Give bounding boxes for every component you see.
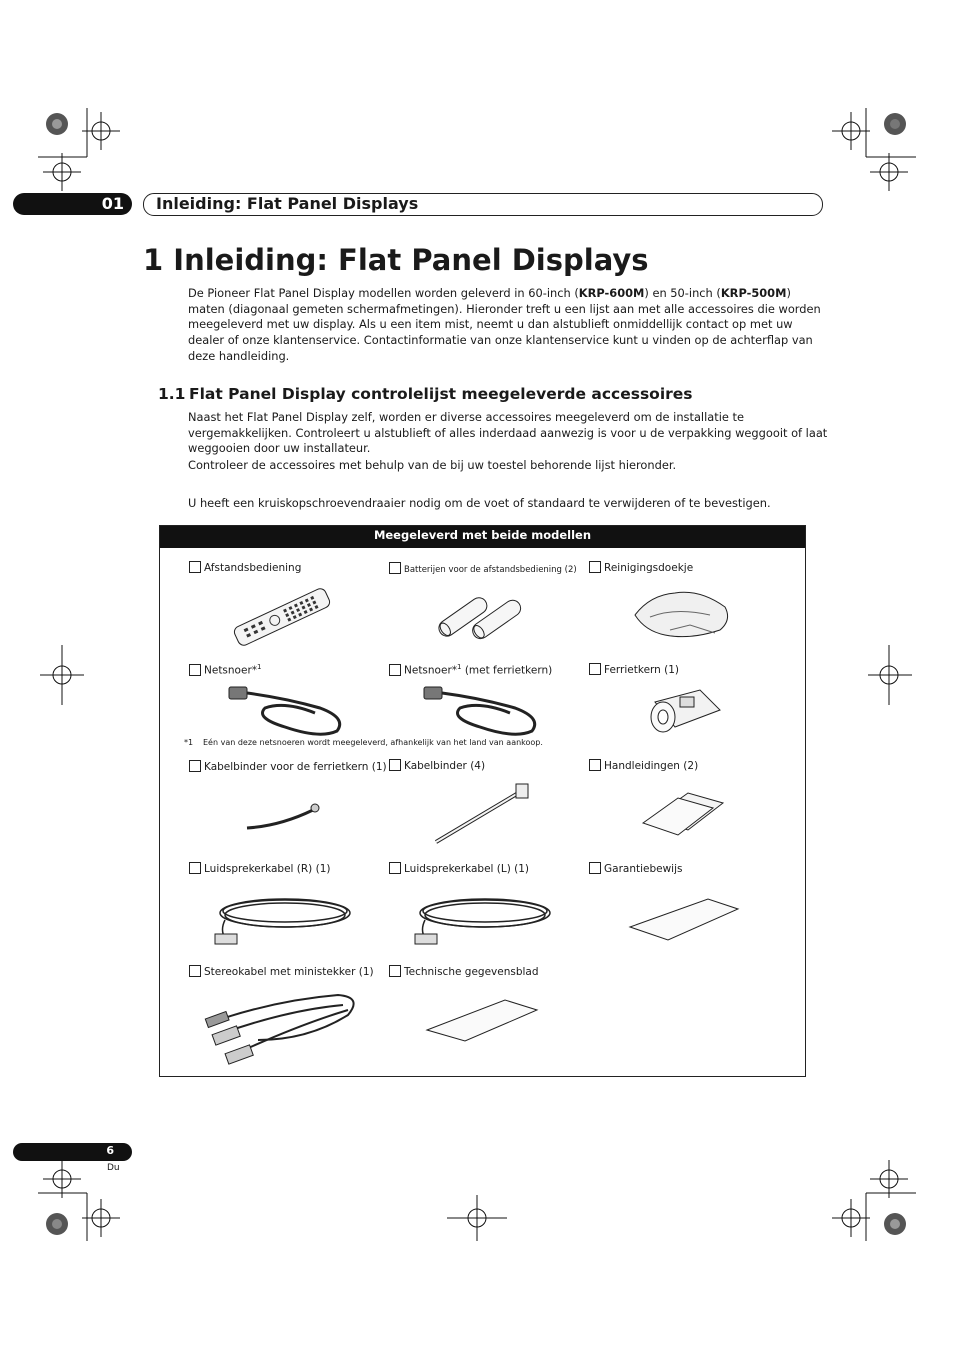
accessory-label: Netsnoer* [204, 664, 258, 677]
model-name: KRP-600M [578, 286, 645, 300]
checkbox[interactable] [389, 862, 401, 874]
checkbox[interactable] [389, 759, 401, 771]
accessory-label: Afstandsbediening [204, 562, 302, 574]
checkbox[interactable] [189, 862, 201, 874]
accessory-item [389, 663, 552, 677]
ferrite-core-icon [645, 682, 725, 740]
footnote-ref: 1 [457, 663, 462, 671]
accessory-item [589, 759, 698, 772]
accessory-label: Reinigingsdoekje [604, 562, 694, 574]
manuals-icon [638, 788, 728, 838]
section-heading [158, 385, 693, 403]
accessory-label: Handleidingen (2) [604, 760, 699, 772]
accessory-item [389, 862, 529, 875]
accessory-item [189, 561, 301, 574]
accessory-item [389, 759, 485, 772]
accessory-item [189, 965, 374, 978]
power-cord-ferrite-icon [420, 683, 545, 741]
page-number: 6 [106, 1144, 114, 1157]
intro-text: De Pioneer Flat Panel Display modellen worden geleverd in 60-inch ( [188, 286, 579, 300]
intro-text: ) en 50-inch ( [644, 286, 721, 300]
batteries-icon [432, 590, 532, 645]
chapter-tab [13, 193, 132, 215]
accessory-label-suffix: (met ferrietkern) [461, 664, 553, 677]
checkbox[interactable] [589, 759, 601, 771]
accessory-label: Garantiebewijs [604, 863, 683, 875]
accessory-item [189, 862, 330, 875]
checkbox[interactable] [389, 664, 401, 676]
stereo-cable-icon [198, 985, 363, 1070]
accessory-label: Technische gegevensblad [404, 966, 539, 978]
intro-paragraph [188, 286, 828, 365]
accessory-label: Kabelbinder (4) [404, 760, 486, 772]
checkbox[interactable] [589, 862, 601, 874]
accessory-label: Batterijen voor de afstandsbediening (2) [404, 565, 577, 575]
section-title: Flat Panel Display controlelijst meegeleverde accessoires [189, 385, 693, 403]
chapter-number: 01 [101, 194, 124, 213]
accessory-label: Luidsprekerkabel (R) (1) [204, 863, 331, 875]
chapter-header [143, 193, 823, 216]
checkbox[interactable] [389, 562, 401, 574]
accessory-item [189, 663, 261, 677]
intro-text: ) maten (diagonaal gemeten schermafmetingen). Hieronder treft u een lijst aan met alle accessoires die worden meegeleverd met uw display. Als u een item mist, neemt u dan alstublieft onmiddellijk contact op met uw dealer of onze klantenservice. Contactinformatie van onze klantenservice kunt u vinden op de achterflap van deze handleiding. [188, 286, 821, 363]
checkbox[interactable] [189, 664, 201, 676]
checkbox[interactable] [589, 561, 601, 573]
section-number: 1.1 [158, 385, 186, 403]
section-paragraph: U heeft een kruiskopschroevendraaier nodig om de voet of standaard te verwijderen of te bevestigen. [188, 496, 771, 510]
checkbox[interactable] [189, 760, 201, 772]
accessory-label: Luidsprekerkabel (L) (1) [404, 863, 530, 875]
accessory-item [589, 663, 679, 676]
section-paragraph: Naast het Flat Panel Display zelf, worden er diverse accessoires meegeleverd om de installatie te vergemakkelijken. Controleert u alstublieft of alles inderdaad aanwezig is voor u de verpakking weggooit of laat weggooien door uw installateur. [188, 410, 828, 456]
footnote-text: Eén van deze netsnoeren wordt meegeleverd, afhankelijk van het land van aankoop. [203, 738, 543, 747]
power-cord-icon [225, 683, 350, 741]
chapter-title: Inleiding: Flat Panel Displays [156, 194, 419, 213]
cleaning-cloth-icon [630, 585, 735, 643]
warranty-card-icon [628, 897, 740, 942]
checkbox[interactable] [189, 965, 201, 977]
page-number-tab [13, 1143, 132, 1161]
accessory-item [589, 862, 683, 875]
page-title: 1 Inleiding: Flat Panel Displays [143, 243, 649, 277]
speaker-cable-r-icon [205, 888, 355, 950]
checkbox[interactable] [189, 561, 201, 573]
checkbox[interactable] [389, 965, 401, 977]
speaker-cable-l-icon [405, 888, 555, 950]
model-name: KRP-500M [720, 286, 787, 300]
accessory-item [389, 562, 577, 575]
accessory-item [589, 561, 693, 574]
accessory-item [189, 760, 387, 773]
accessory-label: Netsnoer* [404, 664, 458, 677]
footnote [184, 738, 543, 747]
cable-tie-small-icon [245, 800, 325, 835]
accessories-heading: Meegeleverd met beide modellen [160, 526, 805, 548]
accessory-label: Stereokabel met ministekker (1) [204, 966, 374, 978]
accessory-label: Ferrietkern (1) [604, 664, 680, 676]
remote-control-icon [230, 585, 335, 650]
footnote-ref: 1 [257, 663, 262, 671]
accessory-item [389, 965, 539, 978]
section-paragraph: Controleer de accessoires met behulp van de bij uw toestel behorende lijst hieronder. [188, 458, 677, 472]
cable-tie-icon [430, 780, 535, 848]
spec-sheet-icon [425, 998, 540, 1043]
accessory-label: Kabelbinder voor de ferrietkern (1) [204, 761, 387, 773]
checkbox[interactable] [589, 663, 601, 675]
footnote-mark: *1 [184, 738, 194, 747]
language-code: Du [107, 1163, 120, 1173]
